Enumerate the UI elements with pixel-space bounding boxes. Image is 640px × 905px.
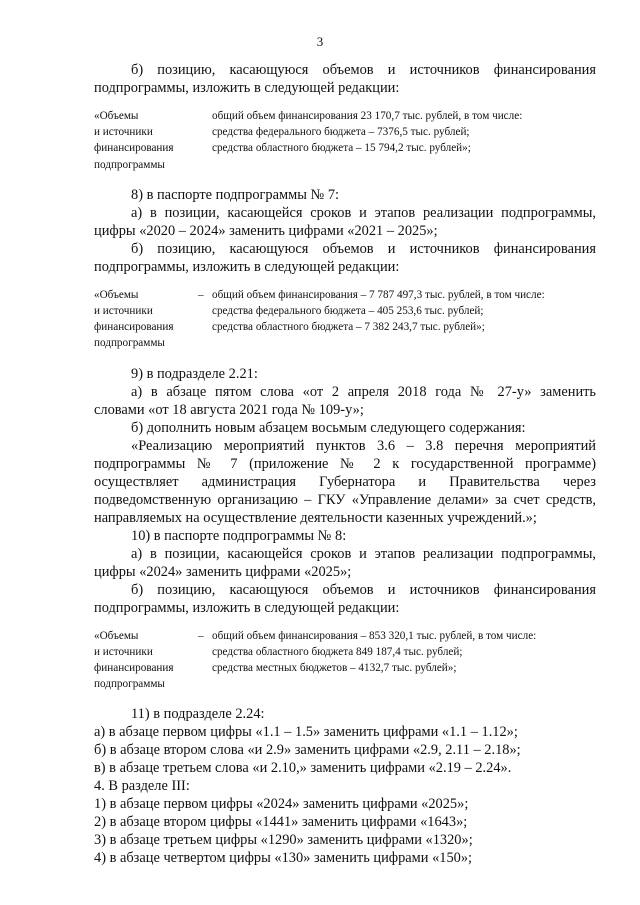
paragraph-item-10b-line1: б) позицию, касающуюся объемов и источников финансирования — [131, 581, 596, 598]
paragraph-item-10b-line2: подпрограммы, изложить в следующей редакции: — [94, 599, 400, 616]
paragraph-item-9b: б) дополнить новым абзацем восьмым следующего содержания: — [131, 419, 526, 436]
passport-block-1 — [94, 108, 596, 173]
passport-label-line: «Объемы — [94, 629, 139, 642]
passport-value-line: общий объем финансирования – 7 787 497,3 тыс. рублей, в том числе: — [212, 288, 545, 301]
quote-line-5: направляемых на осуществление деятельности казенных учреждений.»; — [94, 509, 537, 526]
passport-value-line: общий объем финансирования – 853 320,1 тыс. рублей, в том числе: — [212, 629, 537, 642]
passport-label-line: подпрограммы — [94, 158, 165, 171]
passport-block-2 — [94, 287, 596, 352]
document-body — [94, 61, 596, 867]
passport-label-3 — [94, 628, 198, 693]
passport-value-line: общий объем финансирования 23 170,7 тыс. рублей, в том числе: — [212, 110, 523, 122]
passport-value-line: средства областного бюджета – 15 794,2 тыс. рублей»; — [212, 142, 471, 155]
passport-values-3 — [212, 628, 596, 693]
paragraph-item-10a-line2: цифры «2024» заменить цифрами «2025»; — [94, 563, 352, 580]
quote-line-4: подведомственную организацию – ГКУ «Управление делами» за счет средств, — [94, 491, 596, 508]
passport-label-line: финансирования — [94, 321, 174, 334]
passport-label-line: «Объемы — [94, 288, 139, 301]
passport-label-line: подпрограммы — [94, 337, 165, 350]
paragraph-item-9a-line1: а) в абзаце пятом слова «от 2 апреля 2018 года № 27-у» заменить — [131, 383, 596, 400]
paragraph-b-position-line2: подпрограммы, изложить в следующей редакции: — [94, 80, 400, 96]
quote-line-2: подпрограммы № 7 (приложение № 2 к государственной программе) — [94, 455, 596, 472]
paragraph-item-11b: б) в абзаце втором слова «и 2.9» заменить цифрами «2.9, 2.11 – 2.18»; — [94, 742, 521, 759]
paragraph-section-4-item2: 2) в абзаце втором цифры «1441» заменить цифрами «1643»; — [94, 814, 468, 831]
passport-label-line: финансирования — [94, 142, 174, 155]
paragraph-item-8a-line2: цифры «2020 – 2024» заменить цифрами «2021 – 2025»; — [94, 222, 438, 239]
paragraph-item-10: 10) в паспорте подпрограммы № 8: — [131, 527, 347, 544]
passport-value-line: средства областного бюджета – 7 382 243,7 тыс. рублей»; — [212, 321, 485, 334]
passport-label-line: и источники — [94, 126, 153, 139]
passport-label-1 — [94, 108, 198, 173]
paragraph-b-position-line1: б) позицию, касающуюся объемов и источников финансирования — [131, 62, 596, 78]
passport-label-line: и источники — [94, 645, 153, 658]
paragraph-item-8a-line1: а) в позиции, касающейся сроков и этапов реализации подпрограммы, — [131, 204, 596, 221]
paragraph-item-8b-line2: подпрограммы, изложить в следующей редакции: — [94, 258, 400, 275]
paragraph-item-10a-line1: а) в позиции, касающейся сроков и этапов реализации подпрограммы, — [131, 545, 596, 562]
passport-value-line: средства местных бюджетов – 4132,7 тыс. рублей»; — [212, 662, 457, 675]
passport-label-line: и источники — [94, 305, 153, 318]
passport-label-line: финансирования — [94, 662, 174, 675]
paragraph-item-11c: в) в абзаце третьем слова «и 2.10,» заменить цифрами «2.19 – 2.24». — [94, 760, 512, 777]
passport-value-line: средства областного бюджета 849 187,4 тыс. рублей; — [212, 645, 463, 658]
passport-values-1 — [212, 108, 596, 173]
paragraph-section-4-item3: 3) в абзаце третьем цифры «1290» заменить цифрами «1320»; — [94, 832, 473, 849]
paragraph-item-9: 9) в подразделе 2.21: — [131, 365, 258, 382]
passport-block-3 — [94, 628, 596, 693]
paragraph-section-4-item1: 1) в абзаце первом цифры «2024» заменить цифрами «2025»; — [94, 796, 469, 813]
paragraph-section-4: 4. В разделе III: — [94, 778, 190, 795]
passport-value-line: средства федерального бюджета – 7376,5 тыс. рублей; — [212, 126, 470, 139]
paragraph-item-8b-line1: б) позицию, касающуюся объемов и источников финансирования — [131, 240, 596, 257]
passport-value-line: средства федерального бюджета – 405 253,6 тыс. рублей; — [212, 305, 484, 318]
passport-dash — [198, 108, 212, 173]
passport-dash: – — [198, 288, 204, 301]
paragraph-item-8: 8) в паспорте подпрограммы № 7: — [131, 186, 340, 203]
page-number: 3 — [316, 34, 324, 49]
quote-line-3: осуществляет администрация Губернатора и Правительства через — [94, 473, 596, 490]
quote-line-1: «Реализацию мероприятий пунктов 3.6 – 3.8 перечня мероприятий — [131, 437, 596, 454]
passport-label-2 — [94, 287, 198, 352]
passport-values-2 — [212, 287, 596, 352]
paragraph-section-4-item4: 4) в абзаце четвертом цифры «130» заменить цифрами «150»; — [94, 850, 473, 867]
passport-label-line: «Объемы — [94, 110, 139, 122]
paragraph-item-9a-line2: словами «от 18 августа 2021 года № 109-у»; — [94, 401, 364, 418]
passport-dash: – — [198, 629, 204, 642]
paragraph-item-11a: а) в абзаце первом цифры «1.1 – 1.5» заменить цифрами «1.1 – 1.12»; — [94, 724, 518, 741]
passport-label-line: подпрограммы — [94, 678, 165, 691]
paragraph-item-11: 11) в подразделе 2.24: — [131, 706, 265, 723]
